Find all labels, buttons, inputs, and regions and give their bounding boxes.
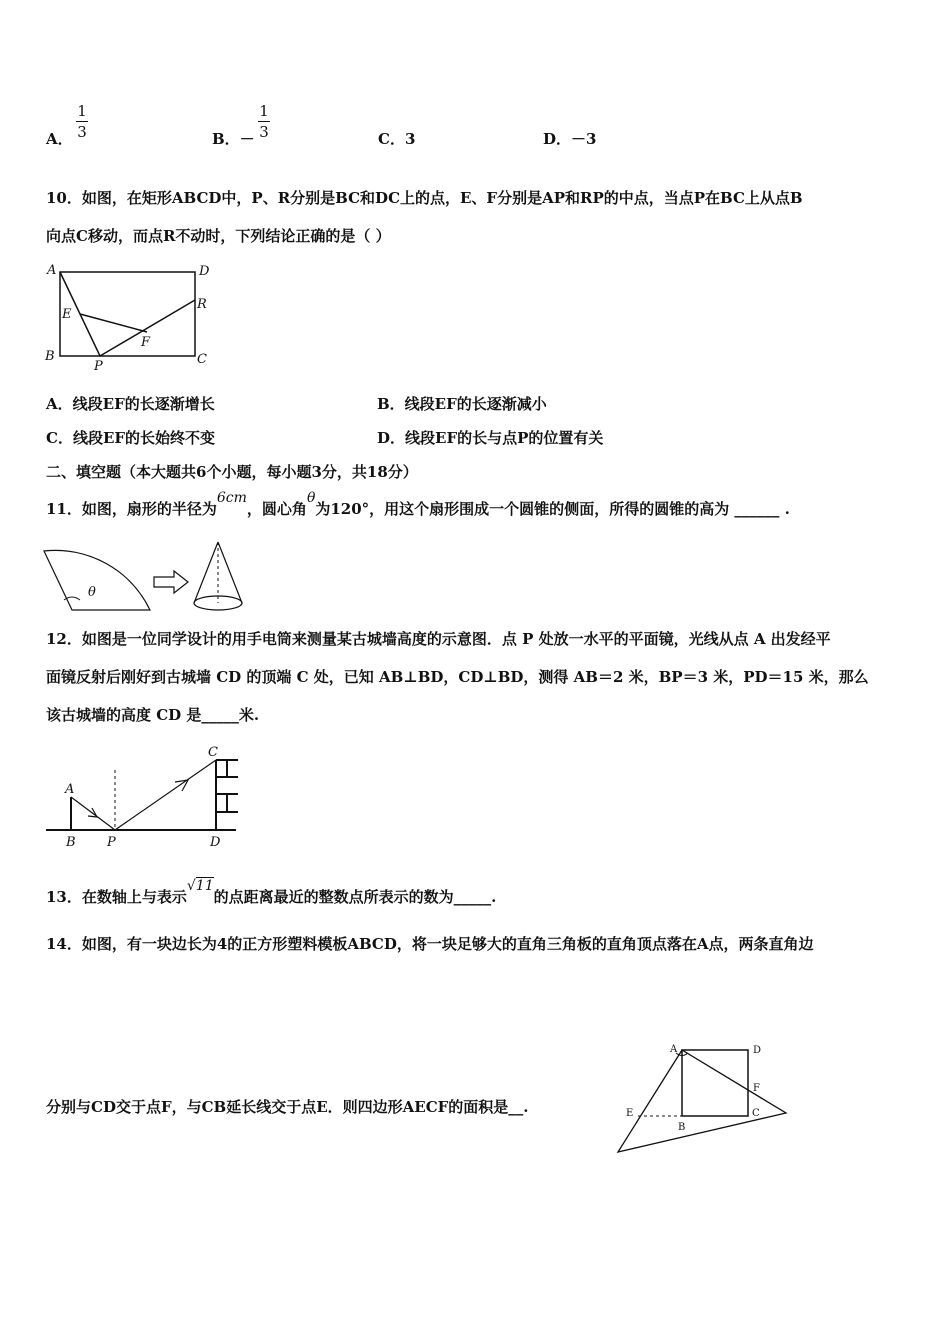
q13-radicand: 11 bbox=[195, 878, 214, 894]
q9-option-c: C．3 bbox=[378, 130, 416, 148]
q10-option-c: C．线段EF的长始终不变 bbox=[46, 429, 216, 447]
section-2-heading: 二、填空题（本大题共6个小题，每小题3分，共18分） bbox=[46, 463, 418, 481]
q12-text-line3: 该古城墙的高度 CD 是_____米. bbox=[46, 706, 260, 724]
square-abcd bbox=[682, 1050, 748, 1116]
q10-option-a: A．线段EF的长逐渐增长 bbox=[46, 395, 215, 413]
label-A: A bbox=[670, 1044, 678, 1055]
label-E: E bbox=[62, 307, 72, 322]
label-P: P bbox=[94, 359, 103, 374]
q11-part1: 11．如图，扇形的半径为 bbox=[46, 500, 217, 518]
q10-text-line1: 10．如图，在矩形ABCD中，P、R分别是BC和DC上的点，E、F分别是AP和RP的中点，当点P在BC上从点B bbox=[46, 189, 803, 207]
label-E: E bbox=[626, 1108, 634, 1119]
label-C: C bbox=[197, 352, 207, 367]
q9-b-numerator: 1 bbox=[259, 102, 269, 120]
label-B: B bbox=[66, 835, 76, 850]
q12-wall-figure bbox=[44, 742, 254, 852]
wall-bricks bbox=[216, 760, 238, 812]
arrow-icon bbox=[154, 571, 188, 593]
label-A: A bbox=[47, 263, 57, 278]
q9-option-d: D．－3 bbox=[543, 130, 597, 148]
q9-option-a-fraction bbox=[74, 102, 90, 141]
label-C: C bbox=[752, 1108, 760, 1119]
q9-option-b-fraction bbox=[256, 102, 272, 141]
q13-part1: 13．在数轴上与表示 bbox=[46, 888, 187, 906]
label-R: R bbox=[197, 297, 207, 312]
sector-shape bbox=[44, 550, 150, 610]
segment-ef bbox=[80, 314, 147, 332]
label-D: D bbox=[199, 264, 210, 279]
label-B: B bbox=[678, 1122, 686, 1133]
q13-sqrt: √11 bbox=[186, 878, 214, 894]
q11-theta: θ bbox=[306, 490, 316, 506]
q13-text bbox=[46, 878, 497, 907]
q10-text-line2: 向点C移动，而点R不动时，下列结论正确的是（ ） bbox=[46, 227, 391, 245]
q9-a-denominator: 3 bbox=[77, 123, 87, 141]
label-D: D bbox=[210, 835, 221, 850]
q11-part2: ，圆心角 bbox=[246, 500, 307, 518]
q9-a-numerator: 1 bbox=[77, 102, 87, 120]
q9-option-b-label: B．－ bbox=[212, 130, 255, 148]
q10-option-b: B．线段EF的长逐渐减小 bbox=[377, 395, 547, 413]
q11-radius: 6cm bbox=[216, 490, 247, 506]
q11-sector-cone-figure bbox=[42, 538, 262, 618]
q13-part2: 的点距离最近的整数点所表示的数为_____. bbox=[213, 888, 497, 906]
q9-b-denominator: 3 bbox=[259, 123, 269, 141]
label-P: P bbox=[107, 835, 116, 850]
q12-text-line2: 面镜反射后刚好到古城墙 CD 的顶端 C 处，已知 AB⊥BD，CD⊥BD，测得 AB＝2 米，BP＝3 米，PD＝15 米，那么 bbox=[46, 668, 869, 686]
q10-rectangle-figure bbox=[40, 260, 220, 375]
label-D: D bbox=[753, 1045, 762, 1056]
label-B: B bbox=[45, 349, 55, 364]
label-A: A bbox=[65, 782, 75, 797]
q9-option-a-label: A． bbox=[46, 130, 73, 148]
reflected-arrow-icon bbox=[175, 780, 188, 791]
q14-text-line1: 14．如图，有一块边长为4的正方形塑料模板ABCD，将一块足够大的直角三角板的直角顶点落在A点，两条直角边 bbox=[46, 935, 814, 953]
label-F: F bbox=[753, 1083, 760, 1094]
q14-text-line2: 分别与CD交于点F，与CB延长线交于点E．则四边形AECF的面积是__. bbox=[46, 1098, 529, 1116]
q14-square-triangle-figure bbox=[610, 1040, 800, 1160]
q11-part3: 为120°，用这个扇形围成一个圆锥的侧面，所得的圆锥的高为 ______ . bbox=[315, 500, 790, 518]
label-F: F bbox=[141, 335, 151, 350]
label-C: C bbox=[208, 745, 218, 760]
q12-text-line1: 12．如图是一位同学设计的用手电筒来测量某古城墙高度的示意图．点 P 处放一水平的平面镜，光线从点 A 出发经平 bbox=[46, 630, 831, 648]
right-triangle bbox=[618, 1050, 786, 1152]
q10-option-d: D．线段EF的长与点P的位置有关 bbox=[377, 429, 604, 447]
theta-label: θ bbox=[88, 585, 96, 600]
q11-text bbox=[46, 490, 790, 519]
